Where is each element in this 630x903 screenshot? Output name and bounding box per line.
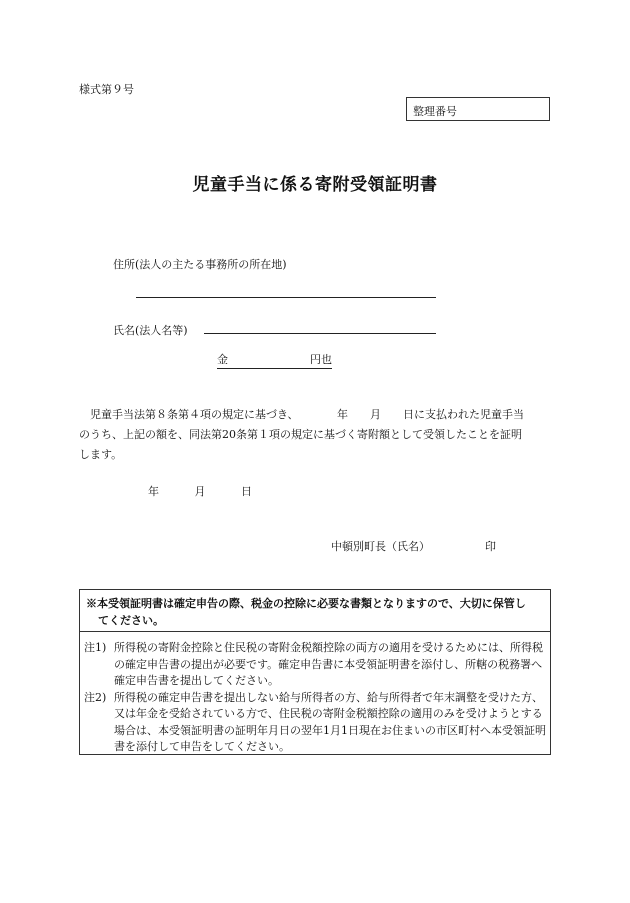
amount-field [217,351,332,369]
name-field-line [204,333,436,334]
document-title: 児童手当に係る寄附受領証明書 [192,175,438,195]
certification-text [79,405,555,465]
note-tag: 注1) [84,641,107,654]
amount-yen: 円也 [310,353,332,366]
date-month: 月 [194,485,206,498]
note-item [84,690,546,756]
certification-line-2: のうち、上記の額を、同法第20条第１項の規定に基づく寄附額として受領したことを証明 [79,428,522,441]
notes-list [84,640,546,756]
form-number: 様式第９号 [79,83,134,96]
name-label: 氏名(法人名等) [113,324,188,337]
address-label: 住所(法人の主たる事務所の所在地) [113,258,287,271]
issue-date [148,483,268,499]
note-tag: 注2) [84,690,107,704]
certification-line-3: します。 [79,448,123,461]
date-year: 年 [148,485,159,498]
mayor-title: 中頓別町長（氏名） [331,540,430,553]
note-item [84,640,546,690]
amount-kin: 金 [217,353,228,366]
notice-line-2: てください。 [98,614,164,627]
mayor-signature [331,538,496,554]
certification-line-1: 児童手当法第８条第４項の規定に基づき、 年 月 日に支払われた児童手当 [79,408,525,421]
seiri-number-box [406,97,550,121]
seiri-number-label: 整理番号 [413,105,457,118]
note-text: 所得税の確定申告書を提出しない給与所得者の方、給与所得者で年末調整を受けた方、又は年金を受給されている方で、住民税の寄附金税額控除の適用のみを受けようとする場合は、本受領証明書の証明年月日の翌年1月1日現在お住まいの市区町村へ本受領証明書を添付して申告をしてください。 [114,690,546,753]
amount-underline [217,351,332,369]
notice-box [79,589,551,755]
notice-line-1: ※本受領証明書は確定申告の際、税金の控除に必要な書類となりますので、大切に保管し [86,597,526,610]
date-day: 日 [241,485,252,498]
note-text: 所得税の寄附金控除と住民税の寄附金税額控除の両方の適用を受けるためには、所得税の確定申告書の提出が必要です。確定申告書に本受領証明書を添付し、所轄の税務署へ確定申告書を提出してください。 [114,641,543,687]
seal-mark: 印 [485,540,496,553]
address-field-line [136,297,436,298]
notice-important [80,590,550,632]
